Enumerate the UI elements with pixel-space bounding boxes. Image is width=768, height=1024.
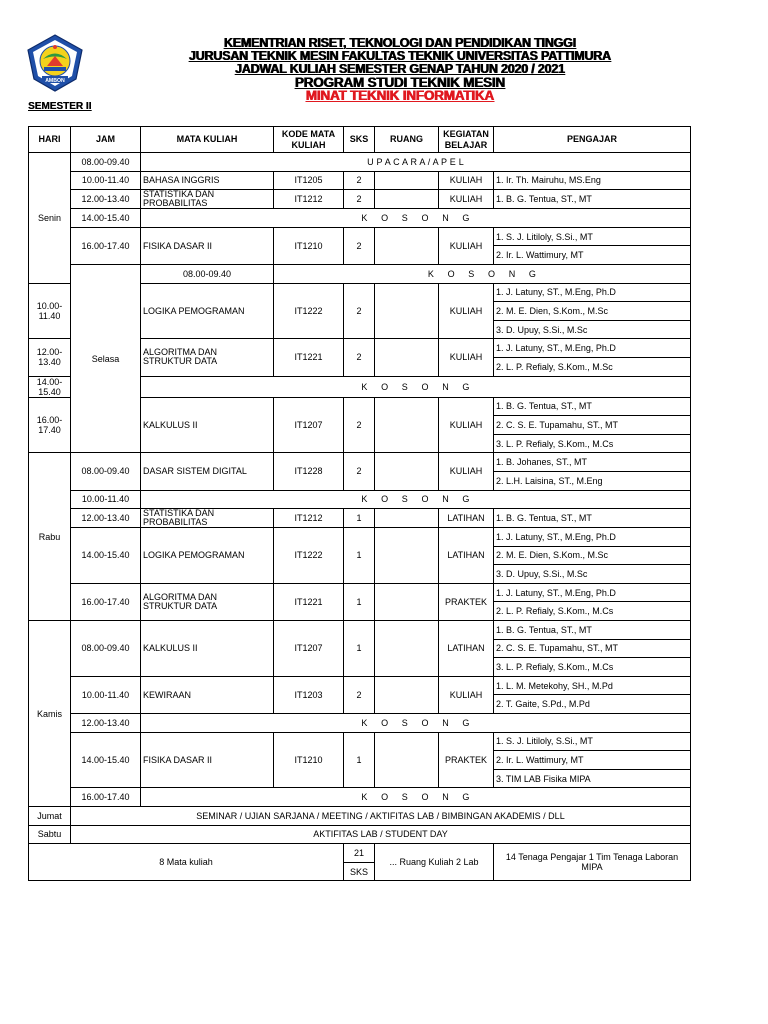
lecturer-cell: 1. L. M. Metekohy, SH., M.Pd	[494, 676, 691, 695]
table-row	[29, 171, 691, 190]
time-cell: 14.00-15.40	[71, 732, 141, 788]
room-cell	[375, 528, 439, 584]
course-code: IT1203	[274, 676, 344, 713]
jumat-activities: SEMINAR / UJIAN SARJANA / MEETING / AKTIFITAS LAB / BIMBINGAN AKADEMIS / DLL	[71, 807, 691, 826]
course-code: IT1221	[274, 339, 344, 376]
course-name: STATISTIKA DAN PROBABILITAS	[141, 509, 274, 528]
time-cell: 08.00-09.40	[71, 153, 141, 172]
time-cell: 16.00-17.40	[29, 397, 71, 453]
time-cell: 08.00-09.40	[71, 621, 141, 677]
activity-cell: KULIAH	[439, 339, 494, 376]
header-concentration: MINAT TEKNIK INFORMATIKA	[305, 88, 495, 103]
day-sabtu: Sabtu	[29, 825, 71, 844]
lecturer-cell: 2. L. P. Refialy, S.Kom., M.Sc	[494, 357, 691, 376]
course-code: IT1210	[274, 227, 344, 264]
course-name: FISIKA DASAR II	[141, 732, 274, 788]
kosong-cell: K O S O N G	[274, 264, 691, 283]
course-code: IT1205	[274, 171, 344, 190]
room-cell	[375, 732, 439, 788]
course-name: KALKULUS II	[141, 621, 274, 677]
lecturer-cell: 2. M. E. Dien, S.Kom., M.Sc	[494, 302, 691, 321]
lecturer-cell: 1. B. G. Tentua, ST., MT	[494, 621, 691, 640]
course-code: IT1207	[274, 621, 344, 677]
header-ministry: KEMENTRIAN RISET, TEKNOLOGI DAN PENDIDIKAN TINGGI	[223, 36, 577, 50]
course-code: IT1228	[274, 453, 344, 490]
sks-cell: 1	[344, 732, 375, 788]
day-senin: Senin	[29, 153, 71, 284]
table-row	[29, 676, 691, 695]
activity-cell: LATIHAN	[439, 621, 494, 677]
kosong-cell: K O S O N G	[141, 714, 691, 733]
time-cell: 16.00-17.40	[71, 788, 141, 807]
summary-rooms: ... Ruang Kuliah 2 Lab	[375, 844, 494, 881]
activity-cell: KULIAH	[439, 453, 494, 490]
document-header	[140, 37, 660, 102]
sks-cell: 1	[344, 509, 375, 528]
course-code: IT1222	[274, 283, 344, 339]
time-cell: 16.00-17.40	[71, 583, 141, 620]
room-cell	[375, 339, 439, 376]
lecturer-cell: 2. C. S. E. Tupamahu, ST., MT	[494, 416, 691, 435]
course-code: IT1207	[274, 397, 344, 453]
course-name: ALGORITMA DAN STRUKTUR DATA	[141, 339, 274, 376]
lecturer-cell: 1. B. G. Tentua, ST., MT	[494, 190, 691, 209]
activity-cell: KULIAH	[439, 676, 494, 713]
activity-cell: PRAKTEK	[439, 732, 494, 788]
col-kegiatan: KEGIATAN BELAJAR	[439, 127, 494, 153]
kosong-cell: K O S O N G	[141, 376, 691, 397]
time-cell: 10.00-11.40	[71, 490, 141, 509]
table-row	[29, 807, 691, 826]
table-row	[29, 209, 691, 228]
col-sks: SKS	[344, 127, 375, 153]
lecturer-cell: 2. L. P. Refialy, S.Kom., M.Cs	[494, 602, 691, 621]
upacara-cell: U P A C A R A / A P E L	[141, 153, 691, 172]
activity-cell: KULIAH	[439, 227, 494, 264]
course-name: STATISTIKA DAN PROBABILITAS	[141, 190, 274, 209]
summary-courses: 8 Mata kuliah	[29, 844, 344, 881]
table-row	[29, 583, 691, 602]
activity-cell: KULIAH	[439, 171, 494, 190]
course-code: IT1212	[274, 190, 344, 209]
lecturer-cell: 1. J. Latuny, ST., M.Eng, Ph.D	[494, 583, 691, 602]
room-cell	[375, 453, 439, 490]
col-kode: KODE MATA KULIAH	[274, 127, 344, 153]
col-hari: HARI	[29, 127, 71, 153]
summary-staff: 14 Tenaga Pengajar 1 Tim Tenaga Laboran MIPA	[494, 844, 691, 881]
time-cell: 08.00-09.40	[71, 453, 141, 490]
time-cell: 14.00-15.40	[71, 209, 141, 228]
day-rabu: Rabu	[29, 453, 71, 621]
sks-cell: 2	[344, 397, 375, 453]
lecturer-cell: 1. S. J. Litiloly, S.Si., MT	[494, 732, 691, 751]
table-row	[29, 788, 691, 807]
course-code: IT1221	[274, 583, 344, 620]
room-cell	[375, 171, 439, 190]
time-cell: 10.00-11.40	[29, 283, 71, 339]
lecturer-cell: 1. B. Johanes, ST., MT	[494, 453, 691, 472]
table-row	[29, 453, 691, 472]
course-name: KEWIRAAN	[141, 676, 274, 713]
sks-cell: 1	[344, 528, 375, 584]
lecturer-cell: 3. L. P. Refialy, S.Kom., M.Cs	[494, 658, 691, 677]
col-jam: JAM	[71, 127, 141, 153]
lecturer-cell: 1. J. Latuny, ST., M.Eng, Ph.D	[494, 528, 691, 547]
table-row	[29, 490, 691, 509]
kosong-cell: K O S O N G	[141, 209, 691, 228]
col-pengajar: PENGAJAR	[494, 127, 691, 153]
lecturer-cell: 3. D. Upuy, S.Si., M.Sc	[494, 565, 691, 584]
summary-sks-total: 21	[344, 844, 375, 863]
course-name: LOGIKA PEMOGRAMAN	[141, 528, 274, 584]
header-schedule-title: JADWAL KULIAH SEMESTER GENAP TAHUN 2020 / 2021	[235, 62, 565, 76]
header-program: PROGRAM STUDI TEKNIK MESIN	[294, 75, 506, 90]
activity-cell: LATIHAN	[439, 509, 494, 528]
course-code: IT1212	[274, 509, 344, 528]
table-row	[29, 714, 691, 733]
table-header-row	[29, 127, 691, 153]
lecturer-cell: 3. L. P. Refialy, S.Kom., M.Cs	[494, 434, 691, 453]
time-cell: 14.00-15.40	[71, 528, 141, 584]
day-kamis: Kamis	[29, 621, 71, 807]
time-cell: 12.00-13.40	[71, 190, 141, 209]
kosong-cell: K O S O N G	[141, 490, 691, 509]
sks-cell: 2	[344, 190, 375, 209]
sks-cell: 2	[344, 339, 375, 376]
room-cell	[375, 397, 439, 453]
day-jumat: Jumat	[29, 807, 71, 826]
header-department: JURUSAN TEKNIK MESIN FAKULTAS TEKNIK UNIVERSITAS PATTIMURA	[189, 49, 611, 63]
room-cell	[375, 509, 439, 528]
lecturer-cell: 2. Ir. L. Wattimury, MT	[494, 751, 691, 770]
col-ruang: RUANG	[375, 127, 439, 153]
course-name: LOGIKA PEMOGRAMAN	[141, 283, 274, 339]
activity-cell: KULIAH	[439, 190, 494, 209]
lecturer-cell: 3. D. Upuy, S.Si., M.Sc	[494, 320, 691, 339]
lecturer-cell: 1. J. Latuny, ST., M.Eng, Ph.D	[494, 283, 691, 302]
room-cell	[375, 676, 439, 713]
summary-sks-label: SKS	[344, 862, 375, 881]
activity-cell: PRAKTEK	[439, 583, 494, 620]
lecturer-cell: 2. L.H. Laisina, ST., M.Eng	[494, 471, 691, 490]
time-cell: 16.00-17.40	[71, 227, 141, 264]
time-cell: 08.00-09.40	[141, 264, 274, 283]
time-cell: 12.00-13.40	[71, 509, 141, 528]
activity-cell: KULIAH	[439, 283, 494, 339]
lecturer-cell: 2. M. E. Dien, S.Kom., M.Sc	[494, 546, 691, 565]
lecturer-cell: 1. B. G. Tentua, ST., MT	[494, 509, 691, 528]
table-row	[29, 264, 691, 283]
course-name: KALKULUS II	[141, 397, 274, 453]
schedule-table	[28, 126, 691, 881]
activity-cell: KULIAH	[439, 397, 494, 453]
room-cell	[375, 227, 439, 264]
table-row	[29, 825, 691, 844]
day-selasa: Selasa	[71, 264, 141, 452]
svg-text:AMBON: AMBON	[45, 77, 65, 84]
summary-row	[29, 844, 691, 863]
sks-cell: 2	[344, 227, 375, 264]
lecturer-cell: 2. C. S. E. Tupamahu, ST., MT	[494, 639, 691, 658]
room-cell	[375, 621, 439, 677]
course-name: ALGORITMA DAN STRUKTUR DATA	[141, 583, 274, 620]
time-cell: 14.00-15.40	[29, 376, 71, 397]
semester-label: SEMESTER II	[28, 101, 92, 112]
table-row	[29, 190, 691, 209]
room-cell	[375, 583, 439, 620]
table-row	[29, 227, 691, 246]
time-cell: 12.00-13.40	[29, 339, 71, 376]
table-row	[29, 732, 691, 751]
time-cell: 10.00-11.40	[71, 171, 141, 190]
lecturer-cell: 2. T. Gaite, S.Pd., M.Pd	[494, 695, 691, 714]
table-row	[29, 153, 691, 172]
sabtu-activities: AKTIFITAS LAB / STUDENT DAY	[71, 825, 691, 844]
lecturer-cell: 1. B. G. Tentua, ST., MT	[494, 397, 691, 416]
table-row	[29, 621, 691, 640]
room-cell	[375, 190, 439, 209]
time-cell: 12.00-13.40	[71, 714, 141, 733]
sks-cell: 1	[344, 621, 375, 677]
sks-cell: 2	[344, 171, 375, 190]
course-name: BAHASA INGGRIS	[141, 171, 274, 190]
room-cell	[375, 283, 439, 339]
lecturer-cell: 1. Ir. Th. Mairuhu, MS.Eng	[494, 171, 691, 190]
course-name: DASAR SISTEM DIGITAL	[141, 453, 274, 490]
lecturer-cell: 1. S. J. Litiloly, S.Si., MT	[494, 227, 691, 246]
course-name: FISIKA DASAR II	[141, 227, 274, 264]
course-code: IT1222	[274, 528, 344, 584]
lecturer-cell: 2. Ir. L. Wattimury, MT	[494, 246, 691, 265]
sks-cell: 2	[344, 676, 375, 713]
university-logo	[26, 34, 84, 92]
time-cell: 10.00-11.40	[71, 676, 141, 713]
activity-cell: LATIHAN	[439, 528, 494, 584]
lecturer-cell: 1. J. Latuny, ST., M.Eng, Ph.D	[494, 339, 691, 358]
kosong-cell: K O S O N G	[141, 788, 691, 807]
col-mata-kuliah: MATA KULIAH	[141, 127, 274, 153]
table-row	[29, 509, 691, 528]
course-code: IT1210	[274, 732, 344, 788]
sks-cell: 1	[344, 583, 375, 620]
sks-cell: 2	[344, 283, 375, 339]
table-row	[29, 528, 691, 547]
sks-cell: 2	[344, 453, 375, 490]
lecturer-cell: 3. TIM LAB Fisika MIPA	[494, 769, 691, 788]
